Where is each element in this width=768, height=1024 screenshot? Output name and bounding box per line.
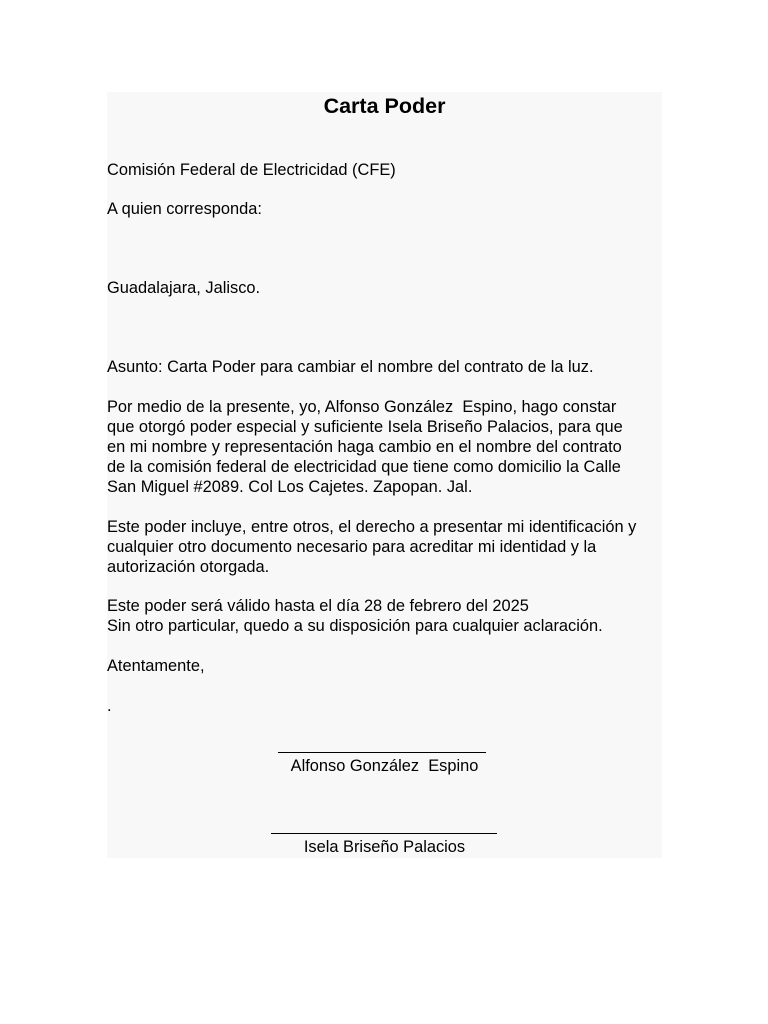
location: Guadalajara, Jalisco.: [107, 279, 261, 297]
signoff: Atentamente,: [107, 657, 205, 675]
subject-line: Asunto: Carta Poder para cambiar el nombre del contrato de la luz.: [107, 358, 594, 376]
closing-line: Sin otro particular, quedo a su disposición para cualquier aclaración.: [107, 617, 603, 635]
body-paragraph-1-line: Por medio de la presente, yo, Alfonso González Espino, hago constar: [107, 398, 617, 416]
grantee-name: Isela Briseño Palacios: [303, 838, 466, 856]
validity-line: Este poder será válido hasta el día 28 de febrero del 2025: [107, 597, 529, 615]
body-paragraph-2: [107, 517, 667, 577]
salutation: A quien corresponda:: [107, 200, 262, 218]
document-title: Carta Poder: [323, 94, 446, 118]
trailing-dot: .: [107, 697, 112, 715]
body-paragraph-2-line: Este poder incluye, entre otros, el derecho a presentar mi identificación y: [107, 518, 637, 536]
signature-line-grantor: [278, 752, 486, 753]
recipient-organization: Comisión Federal de Electricidad (CFE): [107, 161, 396, 179]
body-paragraph-1-line: en mi nombre y representación haga cambio en el nombre del contrato: [107, 438, 622, 456]
body-paragraph-1-line: que otorgó poder especial y suficiente Isela Briseño Palacios, para que: [107, 418, 623, 436]
body-paragraph-1-line: San Miguel #2089. Col Los Cajetes. Zapopan. Jal.: [107, 478, 473, 496]
body-paragraph-2-line: autorización otorgada.: [107, 558, 270, 576]
body-paragraph-1: [107, 397, 667, 497]
signature-line-grantee: [271, 833, 497, 834]
grantor-name: Alfonso González Espino: [290, 757, 479, 775]
body-paragraph-2-line: cualquier otro documento necesario para acreditar mi identidad y la: [107, 538, 597, 556]
body-paragraph-1-line: de la comisión federal de electricidad que tiene como domicilio la Calle: [107, 458, 621, 476]
